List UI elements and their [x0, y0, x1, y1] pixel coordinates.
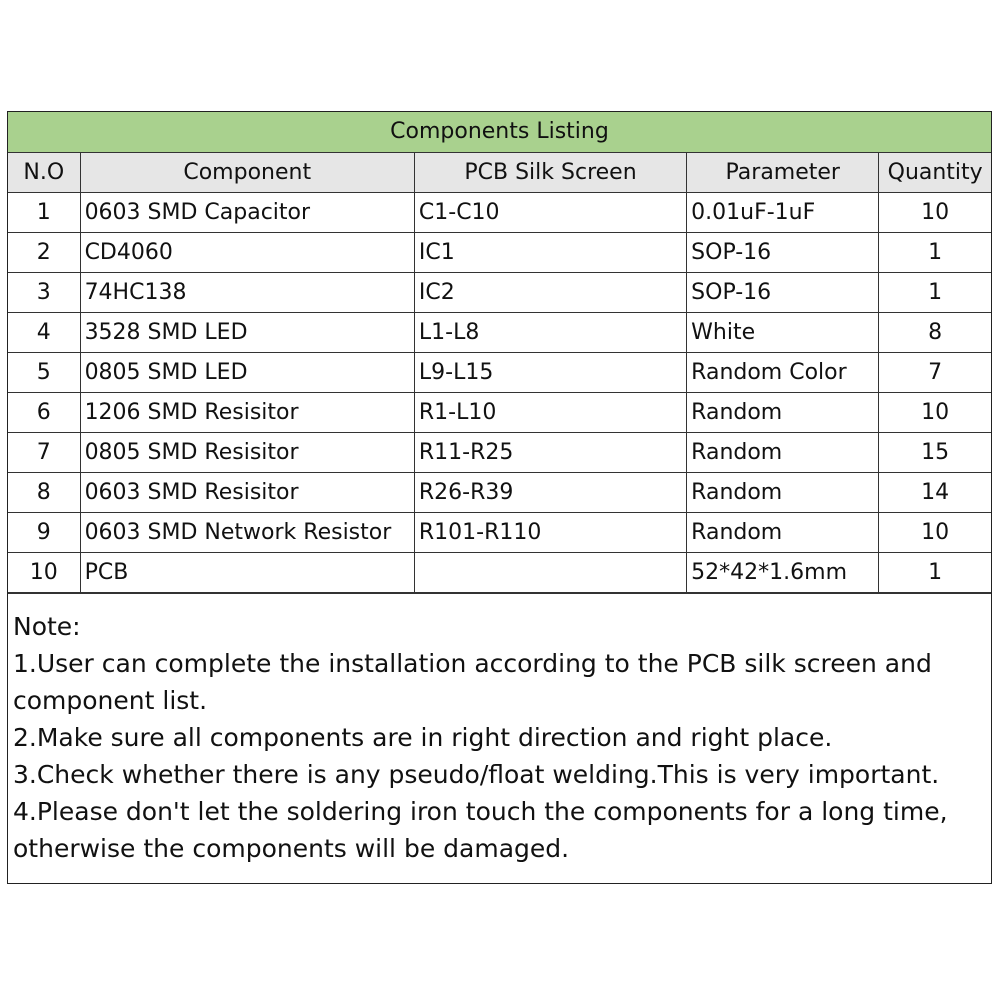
column-header-no: N.O	[8, 152, 80, 192]
table-row	[8, 232, 991, 272]
note-item: 3.Check whether there is any pseudo/float welding.This is very important.	[13, 759, 940, 789]
table-row	[8, 472, 991, 512]
cell-silk-screen: IC2	[414, 272, 686, 312]
cell-parameter: Random	[687, 392, 879, 432]
cell-quantity: 1	[879, 272, 991, 312]
table-row	[8, 552, 991, 592]
cell-silk-screen	[414, 552, 686, 592]
title-row	[8, 112, 991, 152]
cell-no: 1	[8, 192, 80, 232]
table-row	[8, 352, 991, 392]
components-table	[8, 112, 991, 593]
cell-no: 5	[8, 352, 80, 392]
cell-quantity: 10	[879, 192, 991, 232]
cell-quantity: 10	[879, 392, 991, 432]
cell-silk-screen: R101-R110	[414, 512, 686, 552]
cell-quantity: 15	[879, 432, 991, 472]
cell-quantity: 1	[879, 232, 991, 272]
cell-no: 9	[8, 512, 80, 552]
cell-silk-screen: IC1	[414, 232, 686, 272]
cell-no: 8	[8, 472, 80, 512]
note-item: 2.Make sure all components are in right direction and right place.	[13, 722, 833, 752]
cell-parameter: Random	[687, 512, 879, 552]
cell-quantity: 8	[879, 312, 991, 352]
cell-no: 7	[8, 432, 80, 472]
note-item: 4.Please don't let the soldering iron touch the components for a long time, otherwise the components will be damaged.	[13, 796, 948, 863]
cell-silk-screen: L1-L8	[414, 312, 686, 352]
cell-parameter: Random	[687, 432, 879, 472]
cell-no: 2	[8, 232, 80, 272]
cell-quantity: 1	[879, 552, 991, 592]
table-title: Components Listing	[8, 112, 991, 152]
cell-component: 3528 SMD LED	[80, 312, 414, 352]
cell-component: 0603 SMD Network Resistor	[80, 512, 414, 552]
cell-silk-screen: C1-C10	[414, 192, 686, 232]
cell-no: 4	[8, 312, 80, 352]
table-row	[8, 192, 991, 232]
cell-component: 0603 SMD Capacitor	[80, 192, 414, 232]
cell-component: CD4060	[80, 232, 414, 272]
notes-heading: Note:	[13, 611, 81, 641]
cell-silk-screen: L9-L15	[414, 352, 686, 392]
column-header-component: Component	[80, 152, 414, 192]
cell-quantity: 14	[879, 472, 991, 512]
cell-no: 3	[8, 272, 80, 312]
cell-parameter: SOP-16	[687, 232, 879, 272]
cell-silk-screen: R1-L10	[414, 392, 686, 432]
cell-quantity: 10	[879, 512, 991, 552]
components-sheet	[7, 111, 992, 884]
header-row	[8, 152, 991, 192]
cell-component: 74HC138	[80, 272, 414, 312]
cell-component: 0805 SMD Resisitor	[80, 432, 414, 472]
column-header-parameter: Parameter	[687, 152, 879, 192]
cell-quantity: 7	[879, 352, 991, 392]
cell-parameter: 52*42*1.6mm	[687, 552, 879, 592]
table-row	[8, 272, 991, 312]
cell-parameter: Random Color	[687, 352, 879, 392]
note-item: 1.User can complete the installation according to the PCB silk screen and component list.	[13, 648, 932, 715]
cell-parameter: SOP-16	[687, 272, 879, 312]
table-row	[8, 392, 991, 432]
cell-parameter: 0.01uF-1uF	[687, 192, 879, 232]
cell-no: 6	[8, 392, 80, 432]
cell-component: PCB	[80, 552, 414, 592]
table-row	[8, 432, 991, 472]
cell-component: 1206 SMD Resisitor	[80, 392, 414, 432]
cell-parameter: Random	[687, 472, 879, 512]
cell-component: 0805 SMD LED	[80, 352, 414, 392]
notes-section	[8, 593, 991, 883]
cell-parameter: White	[687, 312, 879, 352]
cell-silk-screen: R26-R39	[414, 472, 686, 512]
column-header-quantity: Quantity	[879, 152, 991, 192]
cell-silk-screen: R11-R25	[414, 432, 686, 472]
column-header-silk-screen: PCB Silk Screen	[414, 152, 686, 192]
table-row	[8, 312, 991, 352]
cell-component: 0603 SMD Resisitor	[80, 472, 414, 512]
table-row	[8, 512, 991, 552]
cell-no: 10	[8, 552, 80, 592]
